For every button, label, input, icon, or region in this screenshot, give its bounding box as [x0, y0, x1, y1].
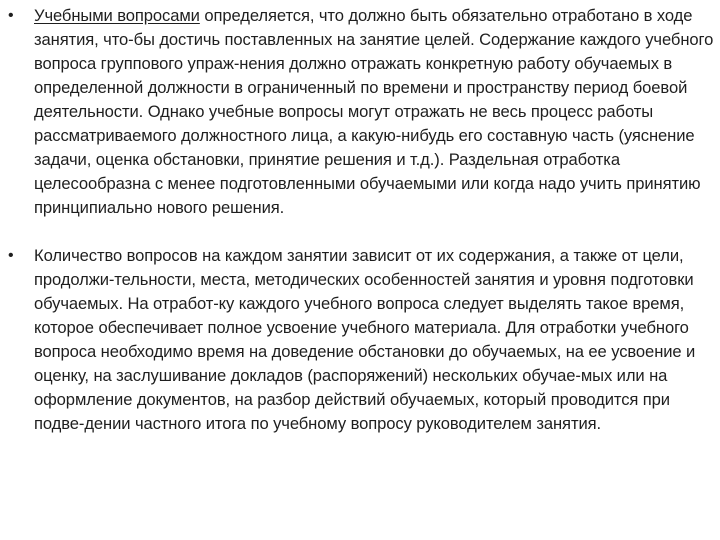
bullet-list: [6, 4, 716, 436]
bullet-text: Количество вопросов на каждом занятии зависит от их содержания, а также от цели, продолжи-тельности, места, методических особенностей занятия и уровня подготовки обучаемых. На отработ-ку каждого учебного вопроса следует выделять такое время, которое обеспечивает полное усвоение учебного материала. Для отработки учебного вопроса необходимо время на доведение обстановки до обучаемых, на ее усвоение и оценку, на заслушивание докладов (распоряжений) нескольких обучае-мых или на оформление документов, на разбор действий обучаемых, который проводится при подве-дении частного итога по учебному вопросу руководителем занятия.: [34, 246, 696, 433]
underlined-term: Учебными вопросами: [34, 6, 200, 25]
bullet-item-question-count: [6, 244, 716, 436]
bullet-marker: •: [8, 7, 14, 24]
bullet-item-learning-questions: [6, 4, 716, 220]
bullet-text: определяется, что должно быть обязательно отработано в ходе занятия, что-бы достичь поставленных на занятие целей. Содержание каждого учебного вопроса группового упраж-нения должно отражать конкретную работу обучаемых в определенной должности в ограниченный по времени и пространству период боевой деятельности. Однако учебные вопросы могут отражать не весь процесс работы рассматриваемого должностного лица, а какую-нибудь его составную часть (уяснение задачи, оценка обстановки, принятие решения и т.д.). Раздельная отработка целесообразна с менее подготовленными обучаемыми или когда надо учить принятию принципиально нового решения.: [34, 6, 714, 217]
bullet-marker: •: [8, 247, 14, 264]
